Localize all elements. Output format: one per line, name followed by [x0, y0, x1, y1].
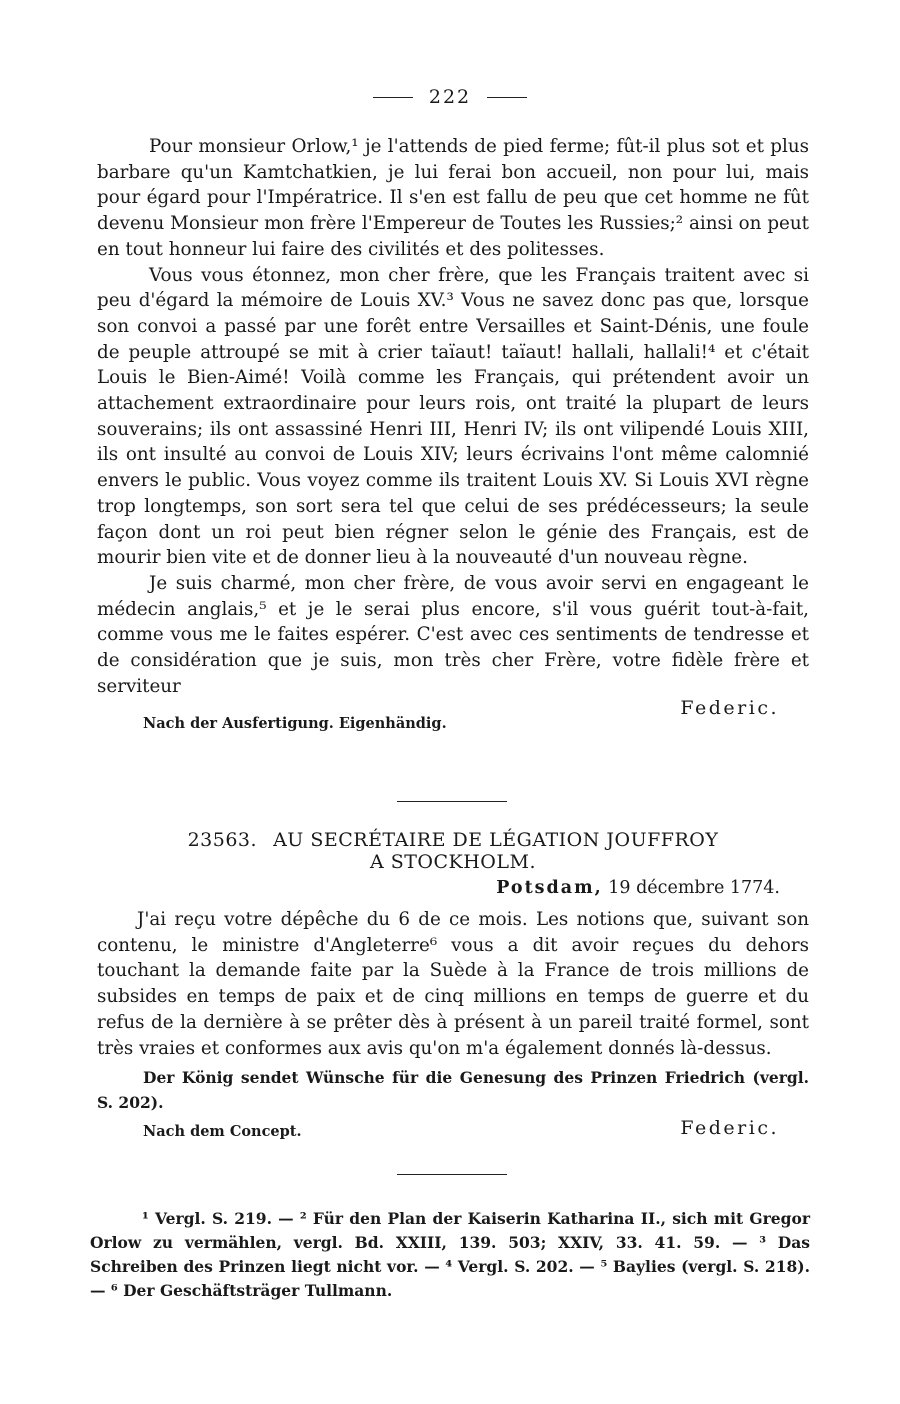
letter-2-number: 23563. [187, 829, 258, 851]
letter-1-paragraph-3: Je suis charmé, mon cher frère, de vous avoir servi en engageant le médecin anglais,⁵ et je le serai plus encore, s'il vous guérit tout-à-fait, comme vous me le faites espérer. C'est avec ces sentiments de tendresse et de considération que je suis, mon très cher Frère, votre fidèle frère et serviteur [97, 572, 809, 697]
letter-2-date: 19 décembre 1774. [608, 878, 780, 898]
letter-1-paragraph-1: Pour monsieur Orlow,¹ je l'attends de pied ferme; fût-il plus sot et plus barbare qu'un Kamtchatkien, je lui ferai bon accueil, non pour lui, mais pour égard pour l'Impératrice. Il s'en est fallu de peu que cet homme ne fût devenu Monsieur mon frère l'Empereur de Toutes les Russies;² ainsi on peut en tout honneur lui faire des civilités et des politesses. [97, 136, 809, 260]
header-rule-right [487, 97, 527, 98]
letter-2-heading-line-1 [97, 829, 809, 851]
page-number: 222 [428, 86, 472, 108]
letter-2-paragraph: J'ai reçu votre dépêche du 6 de ce mois. Les notions que, suivant son contenu, le ministre d'Angleterre⁶ vous a dit avoir reçues du dehors touchant la demande faite par la Suède à la France de trois millions de subsides en temps de paix et de cinq millions en temps de guerre et du refus de la dernière à se prêter dès à présent à un pareil traité formel, sont très vraies et conformes aux avis qu'on m'a également donnés là-dessus. [97, 909, 809, 1059]
letter-2-title-line-2: A STOCKHOLM. [369, 851, 536, 873]
letter-2-body [97, 907, 809, 1143]
footnote-text: ¹ Vergl. S. 219. — ² Für den Plan der Kaiserin Katharina II., sich mit Gregor Orlow zu vermählen, vergl. Bd. XXIII, 139. 503; XXIV, 33. 41. 59. — ³ Das Schreiben des Prinzen liegt nicht vor. — ⁴ Vergl. S. 202. — ⁵ Baylies (vergl. S. 218). — ⁶ Der Geschäftsträger Tullmann. [90, 1209, 810, 1300]
page-header [0, 86, 900, 108]
letter-1-source-note: Nach der Ausfertigung. Eigenhändig. [143, 715, 447, 733]
letter-2-dateline [496, 878, 780, 898]
letter-2-source-note: Nach dem Concept. [143, 1123, 302, 1141]
footnotes [90, 1207, 810, 1303]
letter-1-body [97, 134, 809, 735]
letter-2-place: Potsdam, [496, 878, 603, 898]
letter-2-signature: Federic. [680, 1117, 779, 1140]
section-divider [397, 801, 507, 802]
letter-1-signature: Federic. [680, 697, 779, 720]
letter-2-summary: Der König sendet Wünsche für die Genesung des Prinzen Friedrich (vergl. S. 202). [97, 1068, 809, 1113]
header-rule-left [373, 97, 413, 98]
letter-2-title-line-1: AU SECRÉTAIRE DE LÉGATION JOUFFROY [273, 829, 719, 851]
footnote-divider [397, 1174, 507, 1175]
letter-1-paragraph-2: Vous vous étonnez, mon cher frère, que les Français traitent avec si peu d'égard la mémoire de Louis XV.³ Vous ne savez donc pas que, lorsque son convoi a passé par une forêt entre Versailles et Saint-Dénis, une foule de peuple attroupé se mit à crier taïaut! taïaut! hallali, hallali!⁴ et c'était Louis le Bien-Aimé! Voilà comme les Français, qui prétendent avoir un attachement extraordinaire pour leurs rois, ont traité la plupart de leurs souverains; ils ont assassiné Henri III, Henri IV; ils ont vilipendé Louis XIII, ils ont insulté au convoi de Louis XIV; leurs écrivains l'ont même calomnié envers le public. Vous voyez comme ils traitent Louis XV. Si Louis XVI règne trop longtemps, son sort sera tel que celui de ses prédécesseurs; la seule façon dont un roi peut bien régner selon le génie des Français, est de mourir bien vite et de donner lieu à la nouveauté d'un nouveau règne. [97, 264, 809, 569]
letter-2-heading [97, 829, 809, 873]
